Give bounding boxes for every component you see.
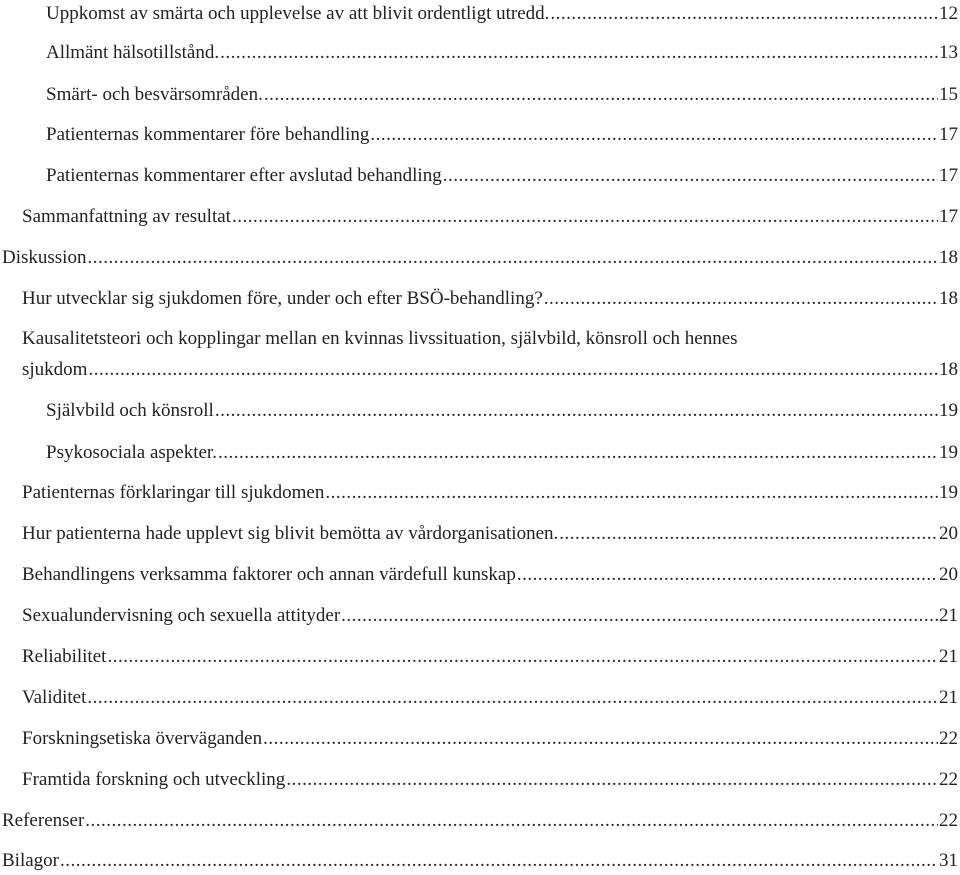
toc-entry-page: 18 <box>939 288 958 309</box>
toc-entry-title-continued: sjukdom <box>22 359 88 380</box>
toc-entry[interactable] <box>0 1 960 27</box>
dot-leader <box>60 848 938 874</box>
toc-entry-title: Referenser <box>2 810 85 831</box>
toc-entry[interactable] <box>0 163 960 189</box>
toc-entry-page: 22 <box>939 810 958 831</box>
toc-entry-page: 22 <box>939 769 958 790</box>
toc-entry[interactable] <box>0 521 960 547</box>
toc-entry-title: Hur utvecklar sig sjukdomen före, under och efter BSÖ-behandling? <box>22 288 543 309</box>
toc-entry-page: 12 <box>939 3 958 24</box>
dot-leader <box>107 644 938 670</box>
dot-leader <box>550 1 938 27</box>
toc-entry[interactable] <box>0 562 960 588</box>
toc-entry-title: Behandlingens verksamma faktorer och annan värdefull kunskap <box>22 564 516 585</box>
toc-entry[interactable] <box>0 40 960 66</box>
toc-entry[interactable] <box>0 848 960 874</box>
toc-entry-title: Framtida forskning och utveckling <box>22 769 286 790</box>
toc-entry-page: 22 <box>939 728 958 749</box>
toc-entry-title: Uppkomst av smärta och upplevelse av att blivit ordentligt utredd. <box>46 3 550 24</box>
toc-entry-page: 17 <box>939 124 958 145</box>
dot-leader <box>517 562 938 588</box>
toc-entry-page: 21 <box>939 646 958 667</box>
toc-entry-title: Patienternas förklaringar till sjukdomen <box>22 482 325 503</box>
dot-leader <box>325 480 938 506</box>
toc-entry-title: Bilagor <box>2 850 59 871</box>
toc-entry[interactable] <box>0 808 960 834</box>
toc-entry[interactable] <box>0 767 960 793</box>
toc-entry-title: Diskussion <box>2 247 87 268</box>
dot-leader <box>218 440 938 466</box>
toc-entry-page: 18 <box>939 247 958 268</box>
dot-leader <box>87 685 938 711</box>
dot-leader <box>286 767 938 793</box>
toc-entry-page: 19 <box>939 482 958 503</box>
dot-leader <box>232 204 938 230</box>
toc-entry[interactable] <box>0 122 960 148</box>
toc-entry[interactable] <box>0 204 960 230</box>
toc-entry[interactable] <box>0 480 960 506</box>
toc-entry[interactable] <box>0 326 960 383</box>
toc-entry[interactable] <box>0 685 960 711</box>
toc-entry-title: Hur patienterna hade upplevt sig blivit bemötta av vårdorganisationen. <box>22 523 559 544</box>
toc-entry-title: Psykosociala aspekter. <box>46 442 217 463</box>
toc-entry-title: Validitet <box>22 687 87 708</box>
dot-leader <box>370 122 938 148</box>
toc-entry[interactable] <box>0 398 960 424</box>
toc-entry-page: 19 <box>939 400 958 421</box>
toc-entry[interactable] <box>0 603 960 629</box>
toc-entry-page: 20 <box>939 523 958 544</box>
toc-entry-title: Patienternas kommentarer efter avslutad behandling <box>46 165 442 186</box>
toc-entry-title: Kausalitetsteori och kopplingar mellan en kvinnas livssituation, självbild, könsroll och hennes <box>22 328 738 349</box>
toc-entry-page: 21 <box>939 687 958 708</box>
dot-leader <box>341 603 938 629</box>
toc-entry-title: Sammanfattning av resultat <box>22 206 231 227</box>
dot-leader <box>559 521 938 547</box>
toc-entry-title: Reliabilitet <box>22 646 107 667</box>
toc-entry-title: Allmänt hälsotillstånd. <box>46 42 220 63</box>
toc-entry-title: Självbild och könsroll <box>46 400 214 421</box>
dot-leader <box>264 82 938 108</box>
toc-entry-page: 21 <box>939 605 958 626</box>
dot-leader <box>443 163 938 189</box>
toc-entry-page: 19 <box>939 442 958 463</box>
toc-entry-page: 17 <box>939 165 958 186</box>
toc-entry-page: 17 <box>939 206 958 227</box>
dot-leader <box>88 357 938 383</box>
toc-entry-page: 20 <box>939 564 958 585</box>
dot-leader <box>263 726 938 752</box>
toc-entry-title: Patienternas kommentarer före behandling <box>46 124 370 145</box>
dot-leader <box>87 245 938 271</box>
dot-leader <box>544 286 938 312</box>
toc-entry[interactable] <box>0 726 960 752</box>
dot-leader <box>85 808 938 834</box>
dot-leader <box>220 40 938 66</box>
toc-entry[interactable] <box>0 245 960 271</box>
dot-leader <box>215 398 938 424</box>
toc-entry-title: Sexualundervisning och sexuella attityder <box>22 605 341 626</box>
toc-entry[interactable] <box>0 440 960 466</box>
toc-entry-title: Smärt- och besvärsområden. <box>46 84 263 105</box>
toc-entry-page: 18 <box>939 359 958 380</box>
toc-entry-title: Forskningsetiska överväganden <box>22 728 263 749</box>
toc-entry[interactable] <box>0 286 960 312</box>
toc-entry[interactable] <box>0 644 960 670</box>
toc-entry-page: 13 <box>939 42 958 63</box>
toc-entry-page: 15 <box>939 84 958 105</box>
toc-entry[interactable] <box>0 82 960 108</box>
toc-entry-page: 31 <box>939 850 958 871</box>
